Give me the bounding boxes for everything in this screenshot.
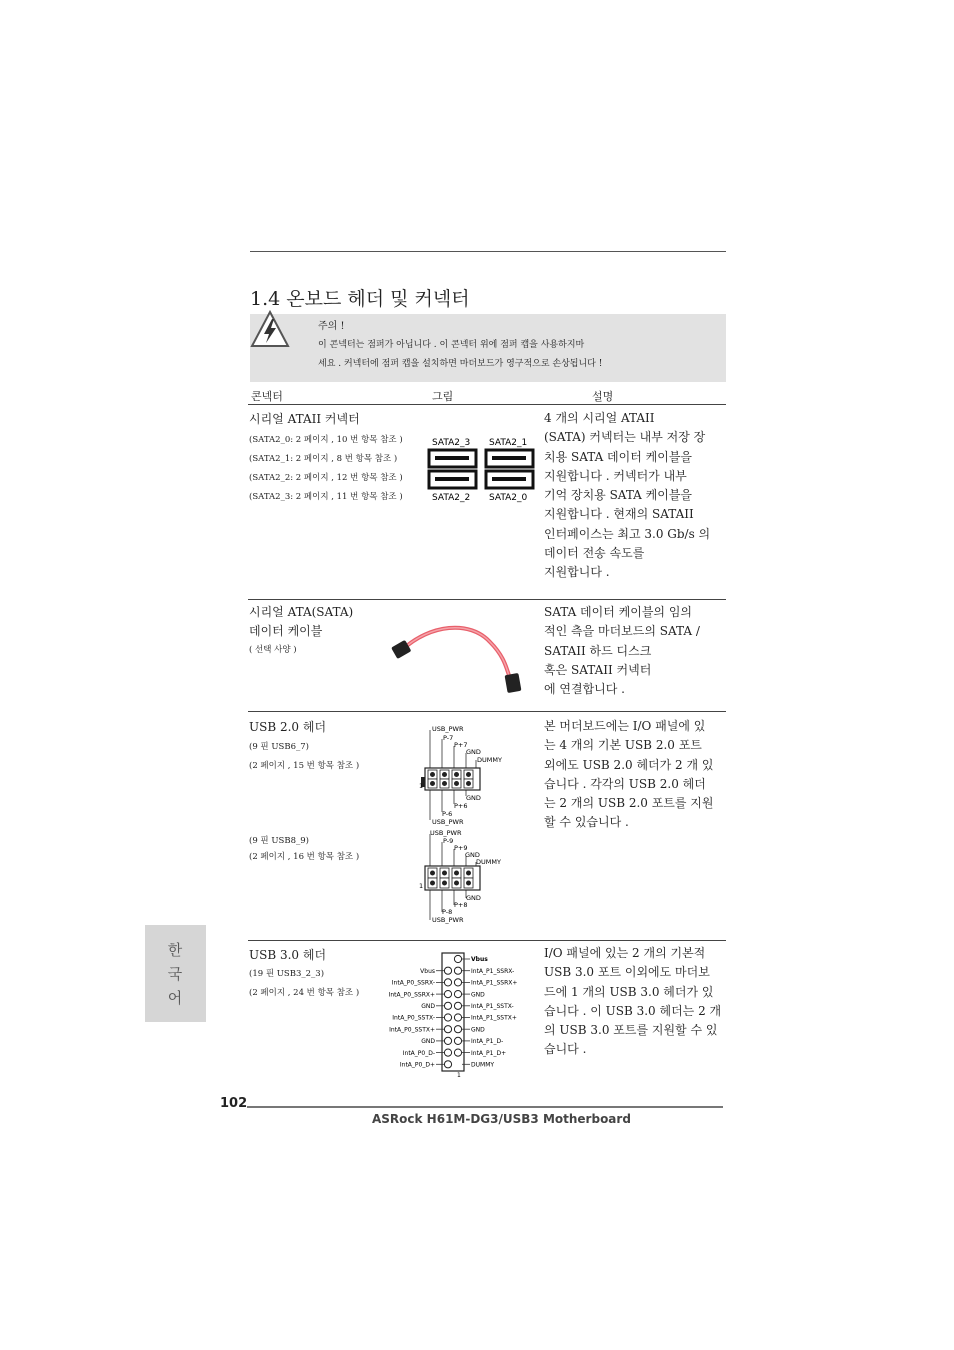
column-connector: 콘넥터	[251, 390, 283, 403]
usb3-pin	[454, 991, 461, 998]
usb2-ref: (9 핀 USB8_9)	[249, 836, 309, 846]
sata-ref: (SATA2_2: 2 페이지 , 12 번 항목 참조 )	[249, 473, 403, 483]
footer-rule	[247, 1106, 723, 1108]
usb3-pin-label: Vbus	[471, 956, 488, 964]
pin-label: USB_PWR	[432, 916, 464, 924]
pin-label: P-7	[443, 734, 454, 742]
sata-port-icon	[429, 450, 476, 467]
warning-icon	[250, 310, 290, 350]
usb2-header-diagram-1	[416, 722, 506, 827]
usb3-pin	[454, 955, 461, 962]
column-figure: 그림	[432, 390, 454, 403]
row-rule	[248, 711, 726, 712]
usb3-pin-label: DUMMY	[471, 1061, 495, 1069]
usb3-header-diagram	[370, 949, 540, 1079]
usb2-description: 본 머더보드에는 I/O 패널에 있 는 4 개의 기본 USB 2.0 포트 외에도 USB 2.0 헤더가 2 개 있 습니다 . 각각의 USB 2.0 헤더 는 2 개의 USB 2.0 포트를 지원 할 수 있습니다 .	[544, 719, 714, 830]
usb3-pin-label: GND	[421, 1038, 435, 1046]
usb3-pin-label: IntA_P1_SSRX+	[471, 979, 518, 987]
usb3-pin	[454, 1014, 461, 1021]
pin-label: DUMMY	[476, 858, 501, 866]
usb3-pin-label: IntA_P0_SSTX-	[392, 1014, 435, 1022]
usb3-pin	[444, 1037, 451, 1044]
usb3-pin-label: IntA_P1_SSTX-	[471, 1003, 514, 1010]
sata-description: 4 개의 시리얼 ATAII (SATA) 커넥터는 내부 저장 장 치용 SATA 데이터 케이블을 지원합니다 . 커넥터가 내부 기억 장치용 SATA 케이블을 지원합니다 . 현재의 SATAII 인터페이스는 최고 3.0 Gb/s 의 데이터 전송 속도를 지원합니다 .	[544, 411, 711, 580]
sata-connectors-diagram	[425, 432, 540, 506]
usb3-pin-label: GND	[421, 1003, 435, 1010]
pin-label: GND	[466, 794, 481, 802]
usb3-header-name: USB 3.0 헤더	[249, 948, 327, 962]
pin-label: P+8	[454, 901, 468, 909]
usb3-pin-label: IntA_P1_D+	[471, 1049, 507, 1057]
row-rule	[248, 599, 726, 600]
sata-port-icon	[486, 471, 533, 488]
usb3-pin	[444, 1014, 451, 1021]
cable-name-2: 데이터 케이블	[249, 624, 323, 638]
cable-ref: ( 선택 사양 )	[249, 645, 297, 655]
section-title: 1.4 온보드 헤더 및 커넥터	[250, 288, 470, 310]
sata-port-icon	[486, 450, 533, 467]
usb3-ref: (2 페이지 , 24 번 항목 참조 )	[249, 988, 360, 998]
pin-label: P-8	[442, 908, 453, 916]
cable-plug-icon	[505, 673, 522, 693]
usb2-header-diagram-2	[416, 826, 506, 928]
pin-one-label: 1	[419, 882, 424, 890]
header-rule	[248, 404, 726, 405]
usb3-ref: (19 핀 USB3_2_3)	[249, 969, 325, 979]
cable-description: SATA 데이터 케이블의 임의 적인 측을 마더보드의 SATA / SATAII 하드 디스크 혹은 SATAII 커넥터 에 연결합니다 .	[544, 605, 700, 697]
usb2-ref: (9 핀 USB6_7)	[249, 742, 309, 752]
usb3-pin-label: GND	[471, 1026, 485, 1034]
usb3-pin	[444, 979, 451, 986]
pin-label: P-6	[442, 810, 453, 818]
pin-label: GND	[465, 851, 480, 859]
pin-one-label: 1	[457, 1072, 461, 1079]
sata-ref: (SATA2_0: 2 페이지 , 10 번 항목 참조 )	[249, 435, 403, 445]
usb3-pin	[454, 967, 461, 974]
footer-model: ASRock H61M-DG3/USB3 Motherboard	[372, 1112, 631, 1126]
usb3-pin	[454, 1049, 461, 1056]
pin-label: P+7	[454, 741, 468, 749]
pin-label: P-9	[443, 837, 454, 845]
usb3-pin	[444, 1061, 451, 1068]
usb3-pin-label: IntA_P0_SSTX+	[389, 1026, 435, 1034]
pin-label: USB_PWR	[430, 829, 462, 837]
page-number: 102	[220, 1096, 248, 1111]
caution-title: 주의 !	[318, 321, 345, 332]
usb3-pin	[454, 979, 461, 986]
column-description: 설명	[592, 390, 614, 403]
usb2-ref: (2 페이지 , 16 번 항목 참조 )	[249, 852, 360, 862]
caution-line-1: 이 콘넥터는 점퍼가 아닙니다 . 이 콘넥터 위에 점퍼 캡을 사용하지마	[318, 340, 585, 350]
usb3-pin	[444, 967, 451, 974]
usb3-pin-label: GND	[471, 991, 485, 999]
sata-ref: (SATA2_1: 2 페이지 , 8 번 항목 참조 )	[249, 454, 398, 464]
sata-port-icon	[429, 471, 476, 488]
sata-label: SATA2_2	[432, 493, 471, 503]
pin-label: P+6	[454, 802, 468, 810]
usb3-pin-label: IntA_P1_SSTX+	[471, 1014, 517, 1022]
usb3-pin	[444, 1002, 451, 1009]
usb3-pin-label: IntA_P1_D-	[471, 1038, 504, 1046]
language-tab-label: 한 국 어	[167, 941, 183, 1007]
caution-line-2: 세요 . 커넥터에 점퍼 캡을 설치하면 마더보드가 영구적으로 손상됩니다 !	[318, 359, 603, 369]
usb3-description: I/O 패널에 있는 2 개의 기본적 USB 3.0 포트 이외에도 마더보 드에 1 개의 USB 3.0 헤더가 있 습니다 . 이 USB 3.0 헤더는 2 개 의 USB 3.0 포트를 지원할 수 있 습니다 .	[544, 946, 722, 1057]
usb2-ref: (2 페이지 , 15 번 항목 참조 )	[249, 761, 360, 771]
sata-label: SATA2_1	[489, 438, 528, 448]
pin-label: P+9	[454, 844, 468, 852]
pin-one-label: 1	[419, 782, 424, 790]
pin-label: USB_PWR	[432, 725, 464, 733]
pin-label: USB_PWR	[432, 818, 464, 826]
pin-label: DUMMY	[477, 756, 502, 764]
usb3-pin-label: IntA_P1_SSRX-	[471, 967, 515, 975]
usb3-pin-label: IntA_P0_D+	[399, 1061, 435, 1069]
usb3-pin-label: IntA_P0_SSRX+	[388, 991, 435, 999]
sata-ref: (SATA2_3: 2 페이지 , 11 번 항목 참조 )	[249, 492, 403, 502]
pin-label: GND	[466, 894, 481, 902]
usb3-pin-label: IntA_P0_D-	[402, 1049, 435, 1057]
usb3-pin	[454, 1026, 461, 1033]
usb3-pin-label: IntA_P0_SSRX-	[391, 979, 435, 987]
sata-label: SATA2_3	[432, 438, 471, 448]
usb3-pin	[444, 1026, 451, 1033]
usb2-header-name: USB 2.0 헤더	[249, 720, 327, 734]
usb3-pin	[444, 991, 451, 998]
sata-connector-name: 시리얼 ATAII 커넥터	[249, 412, 360, 426]
row-rule	[248, 940, 726, 941]
usb3-pin	[454, 1002, 461, 1009]
sata-label: SATA2_0	[489, 493, 528, 503]
usb3-pin	[454, 1037, 461, 1044]
top-rule	[250, 251, 726, 252]
cable-name-1: 시리얼 ATA(SATA)	[249, 605, 354, 619]
usb3-pin-label: Vbus	[420, 967, 435, 975]
usb3-pin	[444, 1049, 451, 1056]
pin-label: GND	[466, 748, 481, 756]
sata-cable-image	[390, 622, 530, 697]
